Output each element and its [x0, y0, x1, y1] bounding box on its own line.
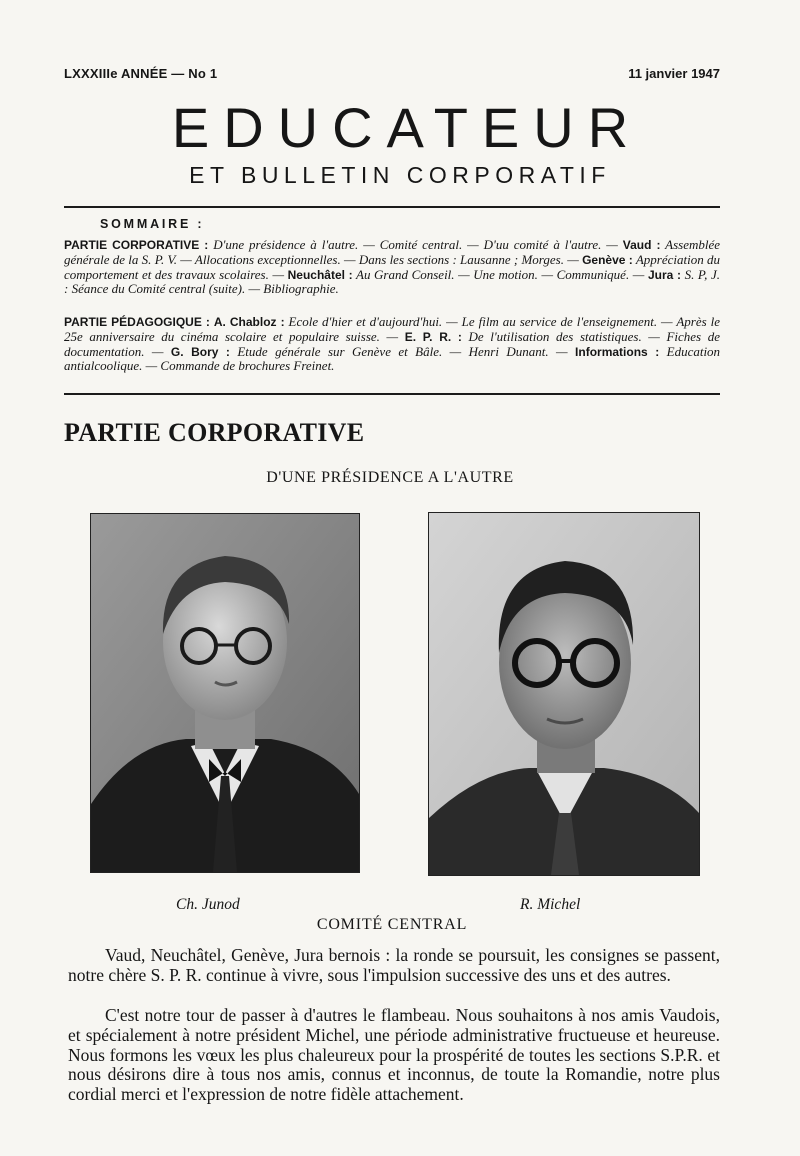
summary-keyword: Genève :	[582, 252, 633, 267]
article-title: D'UNE PRÉSIDENCE A L'AUTRE	[266, 469, 514, 486]
body-paragraph-2: C'est notre tour de passer à d'autres le flambeau. Nous souhaitons à nos amis Vaudois, et spécialement à notre président Michel, une période administrative fructueuse et heureuse. Nous formons les vœux les plus chaleureux pour la prospérité de toutes les sections S.P.R. et nous désirons dire à tous nos amis, connus et inconnus, de toute la Romandie, notre plus cordial merci et l'expression de notre fidèle attachement.	[68, 1005, 720, 1105]
summary-keyword: G. Bory :	[170, 344, 230, 359]
summary-text: S. P, J. : Séance du Comité central (suite). — Bibliographie.	[64, 266, 721, 297]
summary-text: Etude générale sur Genève et Bâle. — Henri Dunant. —	[237, 343, 568, 359]
subheading-comite-central: COMITÉ CENTRAL	[316, 916, 468, 933]
issue-number: LXXXIIIe ANNÉE — No 1	[64, 66, 218, 81]
summary-text: Assemblée générale de la S. P. V. — Allocations exceptionnelles. — Dans les sections : Lausanne ; Morges. —	[64, 237, 721, 267]
body-paragraph-1: Vaud, Neuchâtel, Genève, Jura bernois : la ronde se poursuit, les consignes se passent, notre chère S. P. R. continue à vivre, sous l'impulsion successive des uns et des autres.	[68, 945, 720, 985]
portrait-michel-image	[429, 513, 699, 875]
summary-keyword: E. P. R. :	[404, 329, 462, 344]
summary-corporative	[64, 238, 720, 297]
summary-text: Education antialcoolique. — Commande de brochures Freinet.	[64, 343, 721, 374]
summary-text: Au Grand Conseil. — Une motion. — Communiqué. —	[356, 266, 645, 282]
divider-bottom	[64, 393, 720, 395]
summary-pedagogique	[64, 315, 720, 374]
sommaire-label: SOMMAIRE :	[100, 217, 205, 231]
caption-junod: Ch. Junod	[176, 896, 240, 913]
portrait-photo-michel	[428, 512, 700, 876]
masthead-subtitle: ET BULLETIN CORPORATIF	[189, 162, 611, 188]
section-title: PARTIE CORPORATIVE	[64, 418, 365, 447]
summary-text: Appréciation du comportement et des travaux scolaires. —	[64, 251, 720, 282]
summary-keyword: Neuchâtel :	[287, 267, 353, 282]
portrait-junod-image	[91, 514, 359, 872]
summary-corporative-head: PARTIE CORPORATIVE :	[64, 238, 209, 252]
summary-pedagogique-head: PARTIE PÉDAGOGIQUE :	[64, 315, 210, 329]
summary-keyword: Jura :	[647, 267, 681, 282]
summary-keyword: Vaud :	[622, 238, 661, 252]
caption-michel: R. Michel	[520, 896, 581, 913]
summary-text: D'une présidence à l'autre. — Comité central. — D'uu comité à l'autre. —	[213, 237, 618, 252]
summary-text: De l'utilisation des statistiques. — Fiches de documentation. —	[64, 328, 720, 359]
issue-date: 11 janvier 1947	[628, 66, 720, 81]
divider-top	[64, 206, 720, 208]
masthead-title: EDUCATEUR	[171, 96, 643, 159]
summary-keyword: Informations :	[575, 344, 660, 359]
summary-text: Ecole d'hier et d'aujourd'hui. — Le film au service de l'enseignement. — Après le 25e anniversaire du cinéma scolaire et populaire suisse. —	[64, 314, 720, 344]
summary-keyword: A. Chabloz :	[213, 315, 285, 329]
portrait-photo-junod	[90, 513, 360, 873]
